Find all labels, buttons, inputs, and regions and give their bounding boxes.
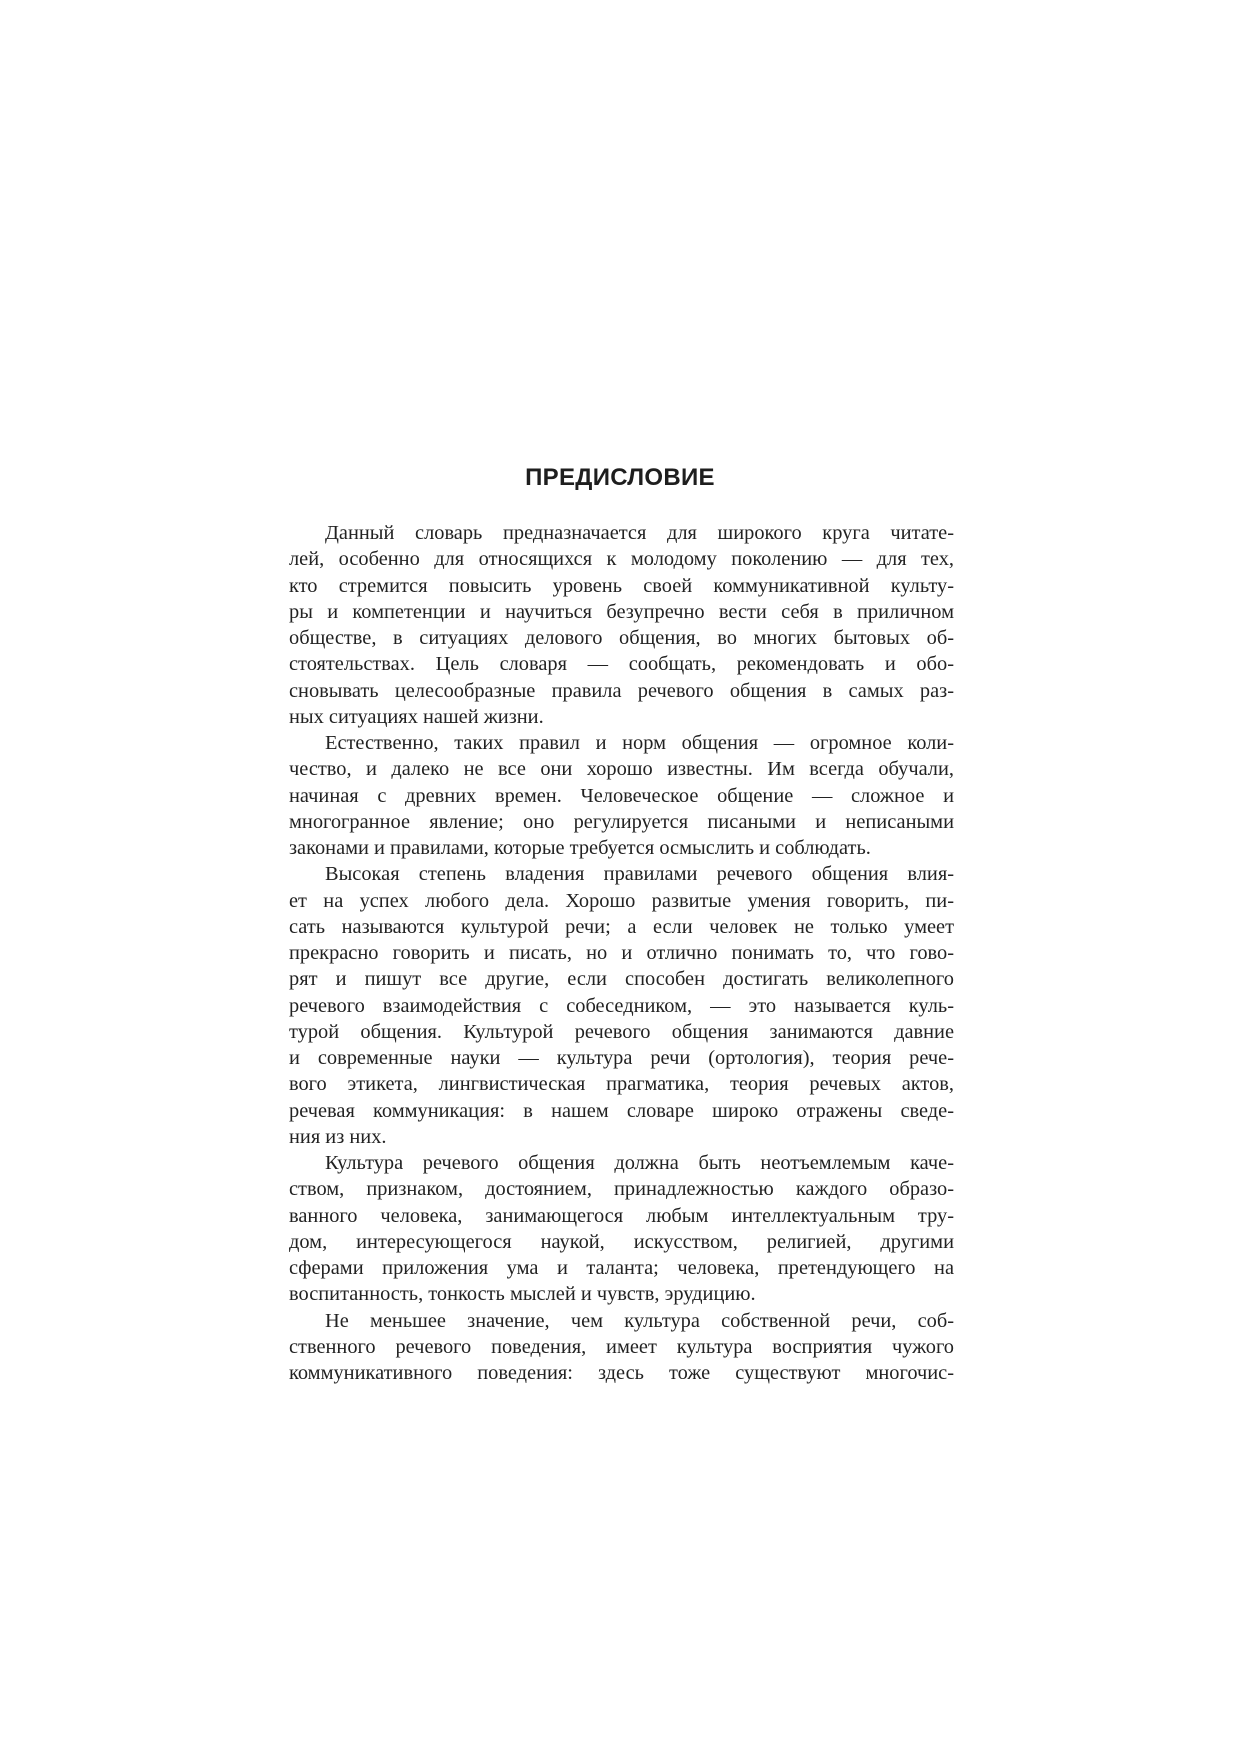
text-line: ванного человека, занимающегося любым интеллектуальным тру- [289,1204,954,1227]
text-line: сновывать целесообразные правила речевого общения в самых раз- [289,679,954,702]
text-line: начиная с древних времен. Человеческое общение — сложное и [289,784,954,807]
text-line: ных ситуациях нашей жизни. [289,705,544,728]
text-line: ством, признаком, достоянием, принадлежностью каждого образо- [289,1178,954,1201]
text-line: лей, особенно для относящихся к молодому поколению — для тех, [289,548,954,571]
text-line: обществе, в ситуациях делового общения, во многих бытовых об- [289,627,954,649]
paragraph-first-line: Данный словарь предназначается для широкого круга читате- [325,522,954,544]
paragraph-first-line: Естественно, таких правил и норм общения — огромное коли- [325,732,954,754]
text-line: прекрасно говорить и писать, но и отлично понимать то, что гово- [289,942,954,964]
text-line: рят и пишут все другие, если способен достигать великолепного [289,968,954,991]
text-line: ет на успех любого дела. Хорошо развитые умения говорить, пи- [289,889,954,912]
body-text [289,520,954,1386]
text-line: дом, интересующегося наукой, искусством, религией, другими [289,1230,954,1253]
paragraph-first-line: Не меньшее значение, чем культура собственной речи, соб- [325,1309,954,1332]
text-line: ния из них. [289,1125,387,1148]
text-line: кто стремится повысить уровень своей коммуникативной культу- [289,574,954,597]
text-line: коммуникативного поведения: здесь тоже существуют многочис- [289,1362,954,1384]
text-line: речевого взаимодействия с собеседником, — это называется куль- [289,994,954,1017]
text-line: и современные науки — культура речи (ортология), теория рече- [289,1047,954,1069]
text-line: ственного речевого поведения, имеет культура восприятия чужого [289,1335,954,1358]
text-line: стоятельствах. Цель словаря — сообщать, рекомендовать и обо- [289,653,954,676]
page-title: ПРЕДИСЛОВИЕ [525,464,715,491]
paragraph-first-line: Культура речевого общения должна быть неотъемлемым каче- [325,1152,954,1174]
text-line: турой общения. Культурой речевого общения занимаются давние [289,1020,954,1043]
text-line: воспитанность, тонкость мыслей и чувств, эрудицию. [289,1283,756,1306]
text-line: сать называются культурой речи; а если человек не только умеет [289,915,954,938]
text-line: вого этикета, лингвистическая прагматика, теория речевых актов, [289,1073,954,1096]
paragraph-first-line: Высокая степень владения правилами речевого общения влия- [325,863,954,886]
text-line: чество, и далеко не все они хорошо известны. Им всегда обучали, [289,758,954,781]
text-line: сферами приложения ума и таланта; человека, претендующего на [289,1257,954,1279]
text-line: законами и правилами, которые требуется осмыслить и соблюдать. [289,837,871,859]
text-line: многогранное явление; оно регулируется писаными и неписаными [289,810,954,833]
text-line: ры и компетенции и научиться безупречно вести себя в приличном [289,600,954,623]
text-line: речевая коммуникация: в нашем словаре широко отражены сведе- [289,1099,954,1122]
